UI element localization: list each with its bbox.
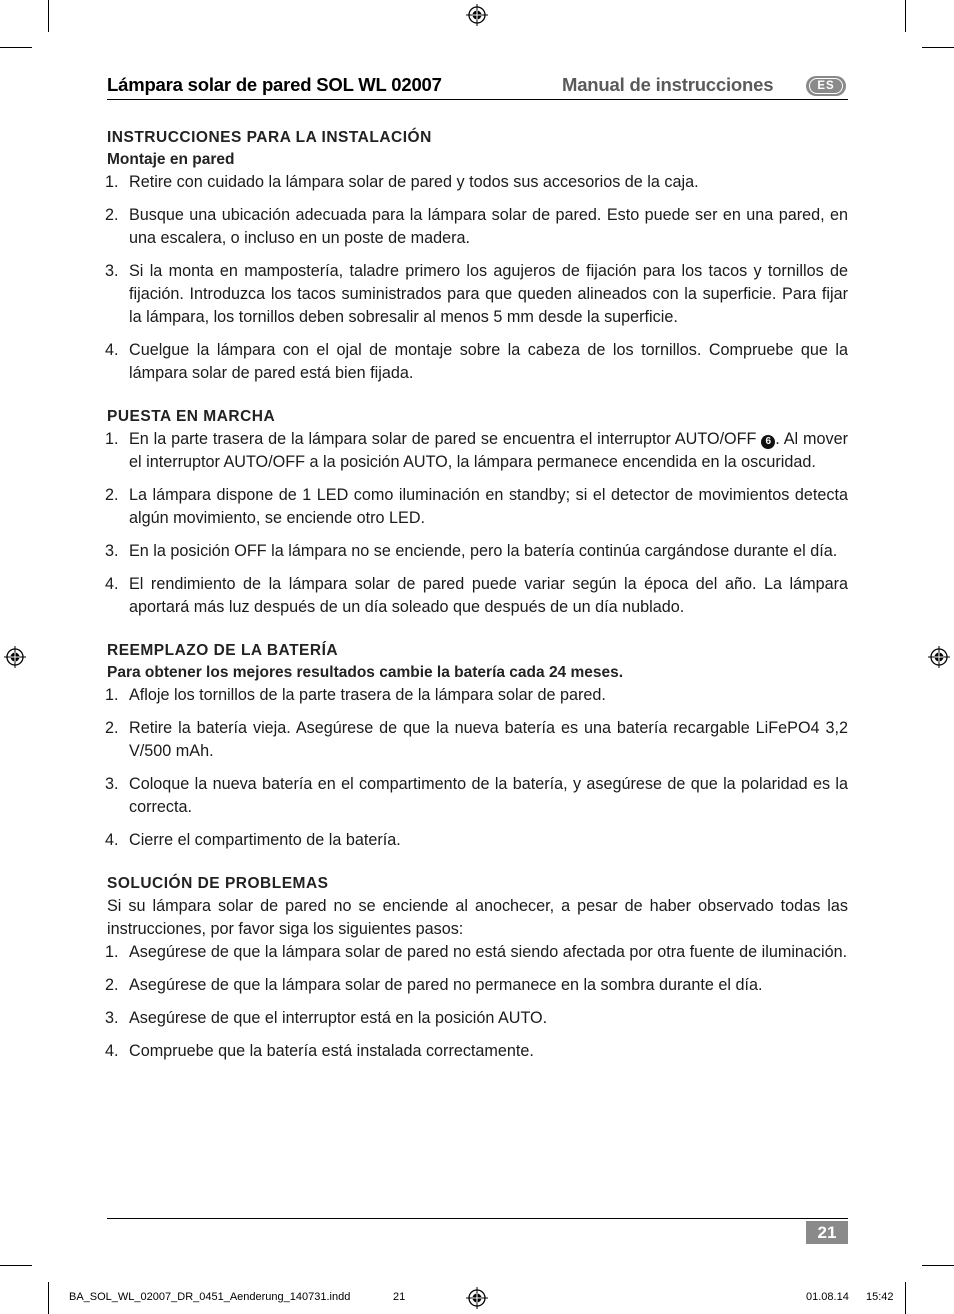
section-subheading: Montaje en pared <box>107 151 235 168</box>
list-number: 4. <box>105 575 119 593</box>
list-item <box>107 974 848 997</box>
list-number: 2. <box>105 486 119 504</box>
list-text: Retire la batería vieja. Asegúrese de que la nueva batería es una batería recargable LiFePO4 3,2 V/500 mAh. <box>129 719 848 760</box>
installation-section <box>107 126 848 385</box>
list-number: 1. <box>105 430 119 448</box>
list-text: Retire con cuidado la lámpara solar de pared y todos sus accesorios de la caja. <box>129 173 699 191</box>
crop-mark-bottom-left-h <box>0 1265 32 1266</box>
list-text: Coloque la nueva batería en el compartimento de la batería, y asegúrese de que la polaridad es la correcta. <box>129 775 848 816</box>
page-content <box>107 126 848 1083</box>
document-title: Lámpara solar de pared SOL WL 02007 <box>107 74 442 95</box>
list-number: 4. <box>105 341 119 359</box>
list-number: 1. <box>105 686 119 704</box>
crop-mark-top-right-h <box>922 47 954 48</box>
list-item <box>107 260 848 329</box>
list-number: 2. <box>105 206 119 224</box>
language-code: ES <box>809 78 842 94</box>
list-text: En la posición OFF la lámpara no se enciende, pero la batería continúa cargándose durante el día. <box>129 542 838 560</box>
print-page-number: 21 <box>393 1291 406 1303</box>
list-item <box>107 941 848 964</box>
list-number: 3. <box>105 775 119 793</box>
startup-section <box>107 405 848 619</box>
list-item <box>107 1007 848 1030</box>
list-text: . Al mover el interruptor AUTO/OFF a la posición AUTO, la lámpara permanece encendida en la oscuridad. <box>129 430 848 471</box>
crop-mark-top-left-v <box>48 0 49 32</box>
list-item <box>107 428 848 474</box>
crop-mark-bottom-right-h <box>922 1265 954 1266</box>
list-item <box>107 684 848 707</box>
list-item <box>107 1040 848 1063</box>
list-item <box>107 339 848 385</box>
list-number: 2. <box>105 976 119 994</box>
print-date: 01.08.14 <box>806 1291 849 1303</box>
list-text: Asegúrese de que la lámpara solar de pared no está siendo afectada por otra fuente de iluminación. <box>129 943 848 961</box>
list-item <box>107 171 848 194</box>
print-time: 15:42 <box>866 1291 894 1303</box>
list-item <box>107 573 848 619</box>
battery-section <box>107 639 848 852</box>
list-text: Compruebe que la batería está instalada correctamente. <box>129 1042 534 1060</box>
list-text: Afloje los tornillos de la parte trasera de la lámpara solar de pared. <box>129 686 606 704</box>
list-number: 3. <box>105 262 119 280</box>
list-number: 1. <box>105 943 119 961</box>
footer-rule <box>107 1218 848 1219</box>
registration-mark-icon <box>466 4 488 26</box>
list-item <box>107 484 848 530</box>
list-text: Asegúrese de que la lámpara solar de pared no permanece en la sombra durante el día. <box>129 976 763 994</box>
list-text: Cierre el compartimento de la batería. <box>129 831 401 849</box>
registration-mark-icon <box>466 1287 488 1309</box>
list-number: 4. <box>105 1042 119 1060</box>
section-intro: Si su lámpara solar de pared no se enciende al anochecer, a pesar de haber observado todas las instrucciones, por favor siga los siguientes pasos: <box>107 897 848 938</box>
troubleshooting-list <box>107 941 848 1063</box>
list-text: En la parte trasera de la lámpara solar de pared se encuentra el interruptor AUTO/OFF <box>129 430 762 448</box>
list-item <box>107 717 848 763</box>
list-text: La lámpara dispone de 1 LED como iluminación en standby; si el detector de movimientos detecta algún movimiento, se enciende otro LED. <box>129 486 848 527</box>
list-text: El rendimiento de la lámpara solar de pared puede variar según la época del año. La lámpara aportará más luz después de un día soleado que después de un día nublado. <box>129 575 848 616</box>
section-heading: REEMPLAZO DE LA BATERÍA <box>107 642 339 659</box>
list-text: Asegúrese de que el interruptor está en la posición AUTO. <box>129 1009 548 1027</box>
battery-list <box>107 684 848 852</box>
section-heading: INSTRUCCIONES PARA LA INSTALACIÓN <box>107 129 432 146</box>
list-number: 1. <box>105 173 119 191</box>
section-heading: SOLUCIÓN DE PROBLEMAS <box>107 875 329 892</box>
troubleshooting-section <box>107 872 848 1063</box>
list-text: Busque una ubicación adecuada para la lámpara solar de pared. Esto puede ser en una pared, en una escalera, o incluso en un poste de madera. <box>129 206 848 247</box>
installation-list <box>107 171 848 385</box>
reference-number-badge: 6 <box>761 435 775 449</box>
registration-mark-icon <box>4 646 26 668</box>
section-subheading: Para obtener los mejores resultados cambie la batería cada 24 meses. <box>107 664 624 681</box>
list-number: 3. <box>105 542 119 560</box>
startup-list <box>107 428 848 619</box>
registration-mark-icon <box>928 646 950 668</box>
list-item <box>107 204 848 250</box>
page-number-badge: 21 <box>806 1221 848 1244</box>
language-badge <box>806 76 846 96</box>
list-number: 4. <box>105 831 119 849</box>
print-file-name: BA_SOL_WL_02007_DR_0451_Aenderung_140731.indd <box>69 1291 351 1303</box>
list-item <box>107 773 848 819</box>
crop-mark-bottom-left-v <box>48 1282 49 1314</box>
header-rule <box>107 99 848 100</box>
list-text: Si la monta en mampostería, taladre primero los agujeros de fijación para los tacos y tornillos de fijación. Introduzca los tacos suministrados para que queden alineados con la superficie. Para fijar la lámpara, los tornillos deben sobresalir al menos 5 mm desde la superficie. <box>129 262 848 326</box>
crop-mark-bottom-right-v <box>905 1282 906 1314</box>
crop-mark-top-left-h <box>0 47 32 48</box>
crop-mark-top-right-v <box>905 0 906 32</box>
list-item <box>107 540 848 563</box>
list-number: 3. <box>105 1009 119 1027</box>
list-number: 2. <box>105 719 119 737</box>
manual-label: Manual de instrucciones <box>562 74 774 95</box>
list-item <box>107 829 848 852</box>
list-text: Cuelgue la lámpara con el ojal de montaje sobre la cabeza de los tornillos. Compruebe que la lámpara solar de pared está bien fijada. <box>129 341 848 382</box>
section-heading: PUESTA EN MARCHA <box>107 408 276 425</box>
